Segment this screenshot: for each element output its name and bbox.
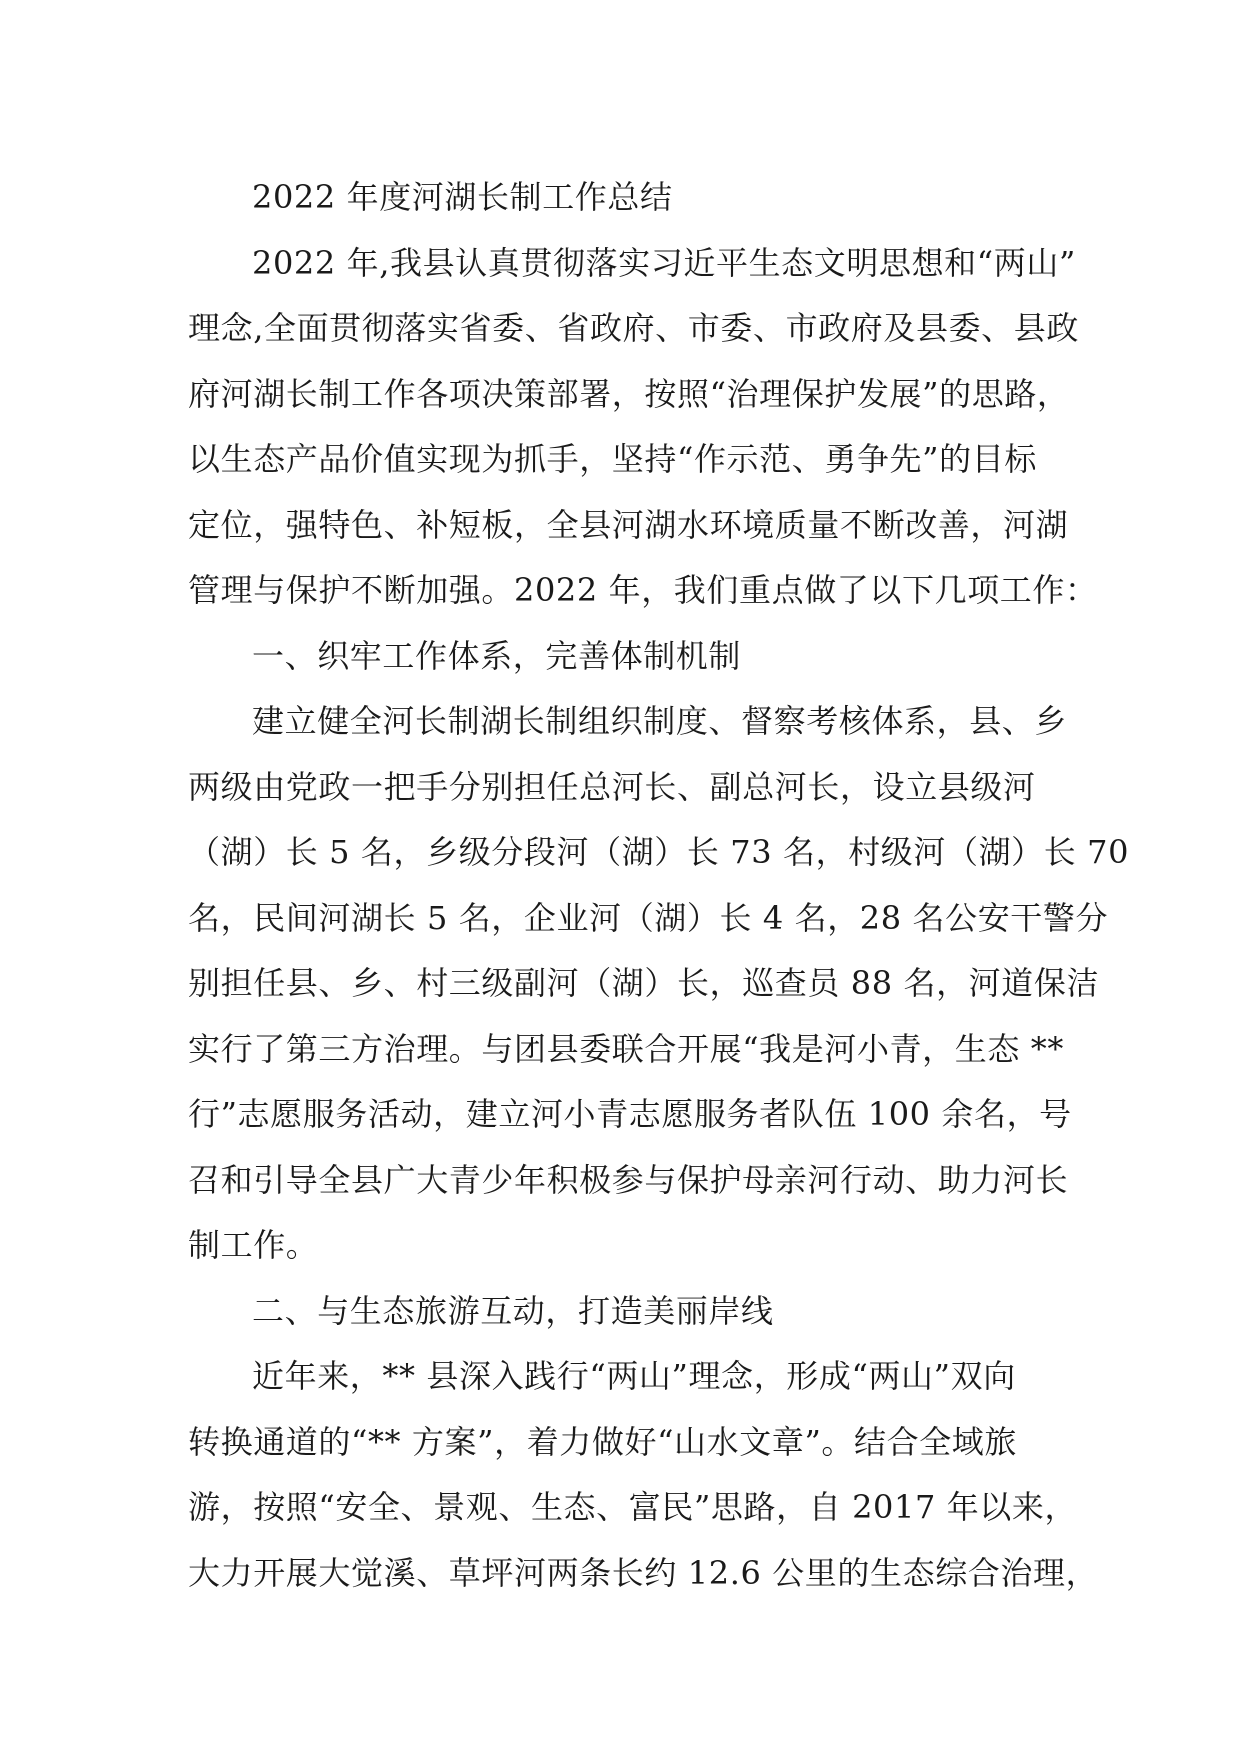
paragraph-line: 近年来，** 县深入践行“两山”理念，形成“两山”双向 [252, 1357, 1016, 1395]
paragraph-line: 大力开展大觉溪、草坪河两条长约 12.6 公里的生态综合治理， [188, 1553, 1099, 1592]
section-heading: 一、织牢工作体系，完善体制机制 [252, 636, 742, 675]
paragraph-line: 管理与保护不断加强。2022 年，我们重点做了以下几项工作： [188, 571, 1098, 609]
paragraph-line: 游，按照“安全、景观、生态、富民”思路，自 2017 年以来， [188, 1488, 1078, 1526]
paragraph-line: 府河湖长制工作各项决策部署，按照“治理保护发展”的思路， [188, 374, 1070, 413]
paragraph-line: 建立健全河长制湖长制组织制度、督察考核体系，县、乡 [252, 702, 1068, 740]
paragraph-line: 以生态产品价值实现为抓手，坚持“作示范、勇争先”的目标 [188, 440, 1037, 478]
paragraph-line: 两级由党政一把手分别担任总河长、副总河长，设立县级河 [188, 767, 1036, 806]
paragraph-line: 制工作。 [188, 1226, 319, 1264]
paragraph-line: 别担任县、乡、村三级副河（湖）长，巡查员 88 名，河道保洁 [188, 964, 1100, 1002]
paragraph-line: 转换通道的“** 方案”，着力做好“山水文章”。结合全域旅 [188, 1422, 1018, 1461]
paragraph-line: 名，民间河湖长 5 名，企业河（湖）长 4 名，28 名公安干警分 [188, 898, 1109, 937]
document-title: 2022 年度河湖长制工作总结 [252, 178, 673, 216]
paragraph-line: （湖）长 5 名，乡级分段河（湖）长 73 名，村级河（湖）长 70 [188, 833, 1130, 871]
paragraph-line: 实行了第三方治理。与团县委联合开展“我是河小青，生态 ** [188, 1029, 1064, 1068]
paragraph-line: 理念,全面贯彻落实省委、省政府、市委、市政府及县委、县政 [188, 309, 1079, 347]
section-heading: 二、与生态旅游互动，打造美丽岸线 [252, 1291, 774, 1330]
document-body [188, 165, 1130, 1606]
paragraph-line: 定位，强特色、补短板，全县河湖水环境质量不断改善，河湖 [188, 505, 1069, 544]
paragraph-line: 召和引导全县广大青少年积极参与保护母亲河行动、助力河长 [188, 1160, 1069, 1199]
paragraph-line: 2022 年,我县认真贯彻落实习近平生态文明思想和“两山” [252, 243, 1076, 282]
paragraph-line: 行”志愿服务活动，建立河小青志愿服务者队伍 100 余名，号 [188, 1095, 1072, 1133]
